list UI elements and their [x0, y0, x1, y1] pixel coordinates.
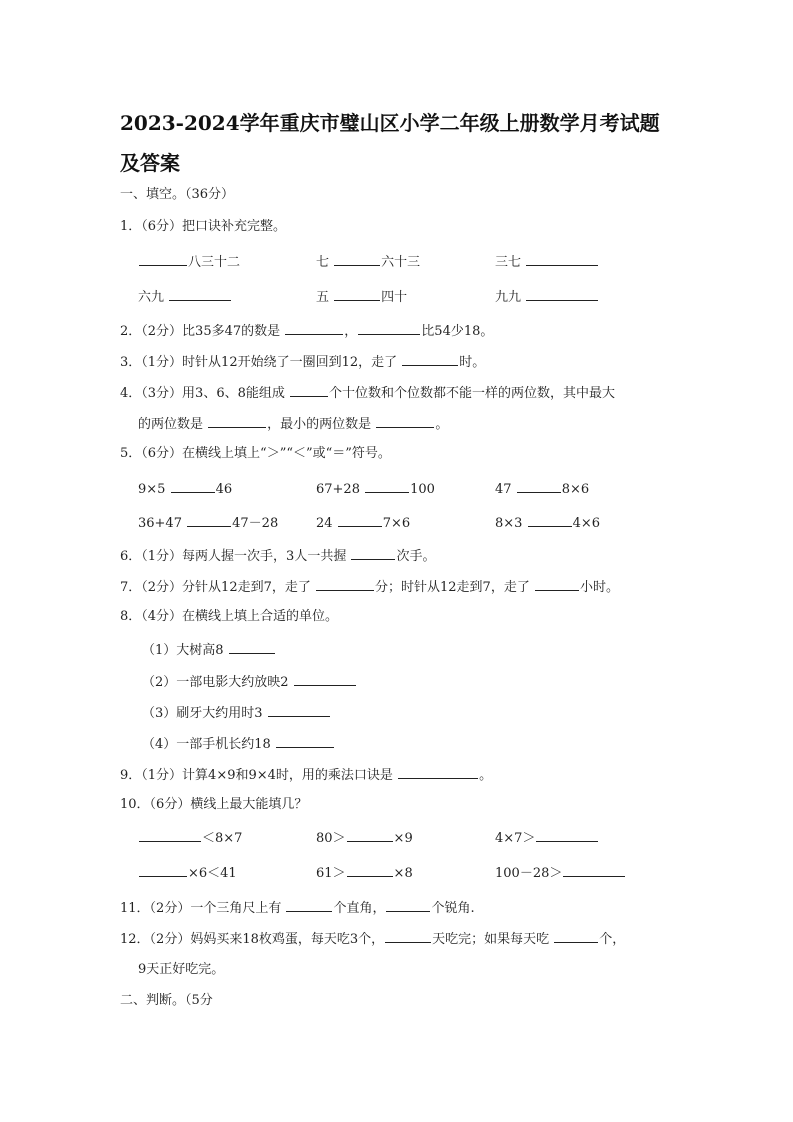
q10-item-3: 4×7＞ [495, 829, 599, 847]
answer-blank[interactable] [563, 864, 625, 877]
answer-blank[interactable] [386, 899, 430, 912]
question-3: 3．（1分）时针从12开始绕了一圈回到12，走了 时。 [120, 355, 486, 370]
exam-title-line-2: 及答案 [120, 151, 180, 175]
answer-blank[interactable] [334, 288, 380, 301]
answer-blank[interactable] [358, 322, 420, 335]
answer-blank[interactable] [338, 514, 382, 527]
question-8: 8．（4分）在横线上填上合适的单位。 [120, 609, 339, 624]
answer-blank[interactable] [139, 829, 201, 842]
answer-blank[interactable] [139, 864, 187, 877]
q5-item-5: 24 7×6 [316, 516, 411, 531]
answer-blank[interactable] [347, 829, 393, 842]
q10-item-4: ×6＜41 [138, 864, 237, 882]
question-12: 12．（2分）妈妈买来18枚鸡蛋，每天吃3个， 天吃完；如果每天吃 个， [120, 932, 626, 947]
answer-blank[interactable] [294, 673, 356, 686]
answer-blank[interactable] [139, 253, 187, 266]
q1-item-4: 六九 [138, 288, 232, 306]
answer-blank[interactable] [528, 514, 572, 527]
q5-item-1: 9×5 46 [138, 482, 233, 497]
answer-blank[interactable] [187, 514, 231, 527]
q1-item-1: 八三十二 [138, 253, 240, 271]
answer-blank[interactable] [208, 415, 266, 428]
answer-blank[interactable] [334, 253, 380, 266]
question-2: 2．（2分）比35多47的数是 ， 比54少18。 [120, 324, 494, 339]
answer-blank[interactable] [536, 829, 598, 842]
answer-blank[interactable] [276, 735, 334, 748]
answer-blank[interactable] [171, 480, 215, 493]
q8-item-4: （4）一部手机长约18 [142, 735, 335, 753]
question-7: 7．（2分）分针从12走到7，走了 分；时针从12走到7，走了 小时。 [120, 580, 619, 595]
q5-item-3: 47 8×6 [495, 482, 590, 497]
answer-blank[interactable] [229, 641, 275, 654]
q8-item-3: （3）刷牙大约用时3 [142, 704, 331, 722]
answer-blank[interactable] [526, 253, 598, 266]
section-1-heading: 一、填空。（36分） [120, 187, 235, 202]
answer-blank[interactable] [526, 288, 598, 301]
answer-blank[interactable] [517, 480, 561, 493]
q10-item-5: 61＞ ×8 [316, 866, 413, 881]
question-6: 6．（1分）每两人握一次手，3人一共握 次手。 [120, 549, 436, 564]
answer-blank[interactable] [316, 578, 374, 591]
answer-blank[interactable] [535, 578, 579, 591]
answer-blank[interactable] [376, 415, 434, 428]
answer-blank[interactable] [347, 864, 393, 877]
q5-item-6: 8×3 4×6 [495, 516, 601, 531]
q5-item-2: 67+28 100 [316, 482, 435, 497]
question-4: 4．（3分）用3、6、8能组成 个十位数和个位数都不能一样的两位数，其中最大 [120, 386, 616, 401]
exam-title-line-1: 2023-2024学年重庆市璧山区小学二年级上册数学月考试题 [120, 111, 660, 135]
section-2-heading: 二、判断。（5分 [120, 993, 213, 1008]
answer-blank[interactable] [285, 322, 343, 335]
answer-blank[interactable] [169, 288, 231, 301]
answer-blank[interactable] [402, 353, 458, 366]
question-4-cont: 的两位数是 ，最小的两位数是 。 [138, 417, 449, 432]
q8-item-2: （2）一部电影大约放映2 [142, 673, 357, 691]
q1-item-6: 九九 [495, 288, 599, 306]
question-11: 11．（2分）一个三角尺上有 个直角， 个锐角. [120, 901, 475, 916]
q1-item-3: 三七 [495, 253, 599, 271]
q1-item-5: 五 四十 [316, 290, 408, 305]
question-12-cont: 9天正好吃完。 [138, 962, 225, 977]
answer-blank[interactable] [268, 704, 330, 717]
q5-item-4: 36+47 47－28 [138, 516, 279, 531]
q10-item-6: 100－28＞ [495, 864, 626, 882]
question-9: 9．（1分）计算4×9和9×4时，用的乘法口诀是 。 [120, 768, 493, 783]
answer-blank[interactable] [290, 384, 328, 397]
answer-blank[interactable] [385, 930, 431, 943]
question-1: 1．（6分）把口诀补充完整。 [120, 219, 287, 234]
question-10: 10．（6分）横线上最大能填几？ [120, 797, 308, 812]
q10-item-2: 80＞ ×9 [316, 831, 413, 846]
q10-item-1: ＜8×7 [138, 829, 242, 847]
q1-item-2: 七 六十三 [316, 255, 421, 270]
answer-blank[interactable] [286, 899, 332, 912]
answer-blank[interactable] [365, 480, 409, 493]
answer-blank[interactable] [398, 766, 478, 779]
question-5: 5．（6分）在横线上填上“＞”“＜”或“＝”符号。 [120, 446, 391, 461]
q8-item-1: （1）大树高8 [142, 641, 276, 659]
answer-blank[interactable] [554, 930, 598, 943]
answer-blank[interactable] [351, 547, 395, 560]
